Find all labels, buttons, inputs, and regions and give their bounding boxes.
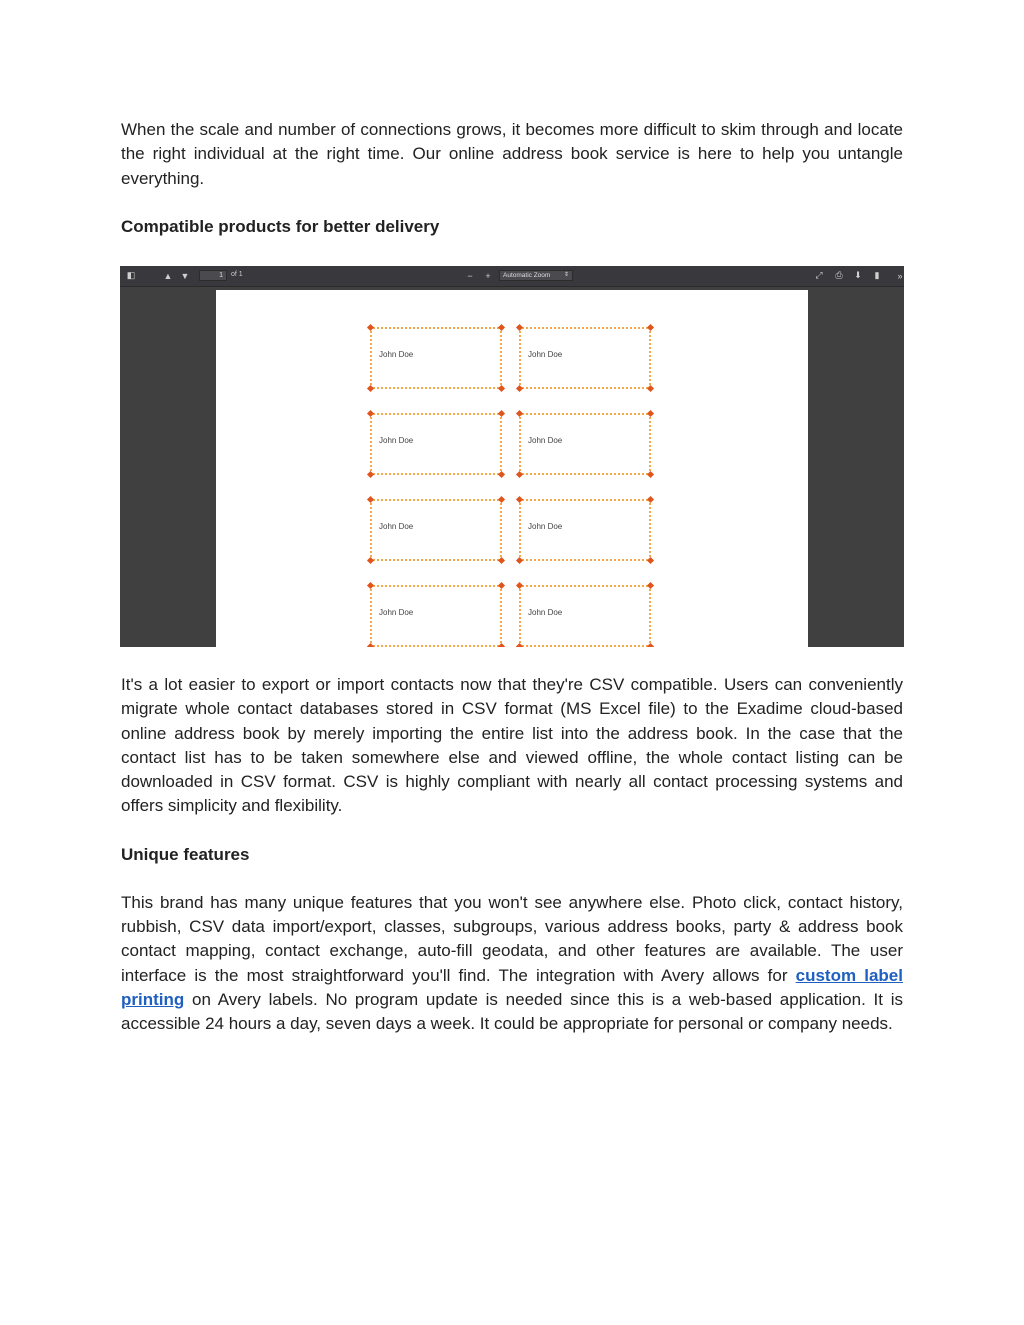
- csv-paragraph: It's a lot easier to export or import contacts now that they're CSV compatible. Users can conveniently migrate whole contact databases stored in CSV format (MS Excel file) to the Exadime cloud-based online address book by merely importing the entire list into the address book. In the case that the contact list has to be taken somewhere else and viewed offline, the whole contact listing can be downloaded in CSV format. CSV is highly compliant with nearly all contact processing systems and offers simplicity and flexibility.: [121, 675, 903, 816]
- print-icon[interactable]: ⎙: [835, 270, 843, 280]
- address-label: [370, 499, 502, 561]
- presentation-mode-icon[interactable]: ⤢: [815, 270, 823, 280]
- label-name: John Doe: [528, 608, 563, 617]
- embedded-pdf-viewer-screenshot: [120, 266, 904, 647]
- pdf-page: [216, 290, 808, 647]
- address-label: [519, 413, 651, 475]
- tools-icon[interactable]: »: [897, 270, 903, 281]
- features-text-before-link: This brand has many unique features that you won't see anywhere else. Photo click, contact history, rubbish, CSV data import/export, classes, subgroups, various address books, party & address book contact mapping, contact exchange, auto-fill geodata, and other features are available. The user interface is the most straightforward you'll find. The integration with Avery allows for: [121, 892, 903, 985]
- label-name: John Doe: [528, 350, 563, 359]
- label-name: John Doe: [379, 608, 414, 617]
- address-label: [519, 585, 651, 647]
- bookmark-icon[interactable]: ▮: [874, 270, 880, 280]
- address-label: [519, 499, 651, 561]
- zoom-select-label: Automatic Zoom: [503, 272, 551, 279]
- custom-label-printing-link[interactable]: custom label printing: [121, 965, 903, 1009]
- zoom-select[interactable]: [499, 270, 573, 281]
- zoom-in-icon[interactable]: +: [485, 270, 491, 281]
- address-label: [519, 327, 651, 389]
- download-icon[interactable]: ⬇: [854, 270, 862, 280]
- label-name: John Doe: [379, 522, 414, 531]
- label-name: John Doe: [379, 350, 414, 359]
- intro-paragraph: When the scale and number of connections grows, it becomes more difficult to skim through and locate the right individual at the right time. Our online address book service is here to help you untangle everything.: [121, 120, 903, 188]
- zoom-caret-icon: ⇕: [563, 272, 569, 278]
- label-name: John Doe: [528, 436, 563, 445]
- address-label: [370, 327, 502, 389]
- page-number-input[interactable]: 1: [199, 270, 227, 281]
- viewer-toolbar: [120, 266, 904, 287]
- features-text-after-link: on Avery labels. No program update is needed since this is a web-based application. It is accessible 24 hours a day, seven days a week. It could be appropriate for personal or company needs.: [121, 989, 903, 1034]
- next-page-icon[interactable]: ▼: [180, 270, 190, 281]
- sidebar-toggle-icon[interactable]: ◧: [126, 270, 136, 280]
- page-count-label: of 1: [231, 271, 243, 278]
- label-name: John Doe: [379, 436, 414, 445]
- label-name: John Doe: [528, 522, 563, 531]
- previous-page-icon[interactable]: ▲: [163, 270, 173, 281]
- features-paragraph: [121, 891, 903, 1037]
- section-heading-compatible-products: Compatible products for better delivery: [121, 216, 440, 236]
- document-top: [121, 118, 903, 239]
- address-label: [370, 413, 502, 475]
- zoom-out-icon[interactable]: −: [467, 270, 473, 281]
- document-bottom: [121, 673, 903, 1037]
- address-label: [370, 585, 502, 647]
- section-heading-unique-features: Unique features: [121, 844, 250, 864]
